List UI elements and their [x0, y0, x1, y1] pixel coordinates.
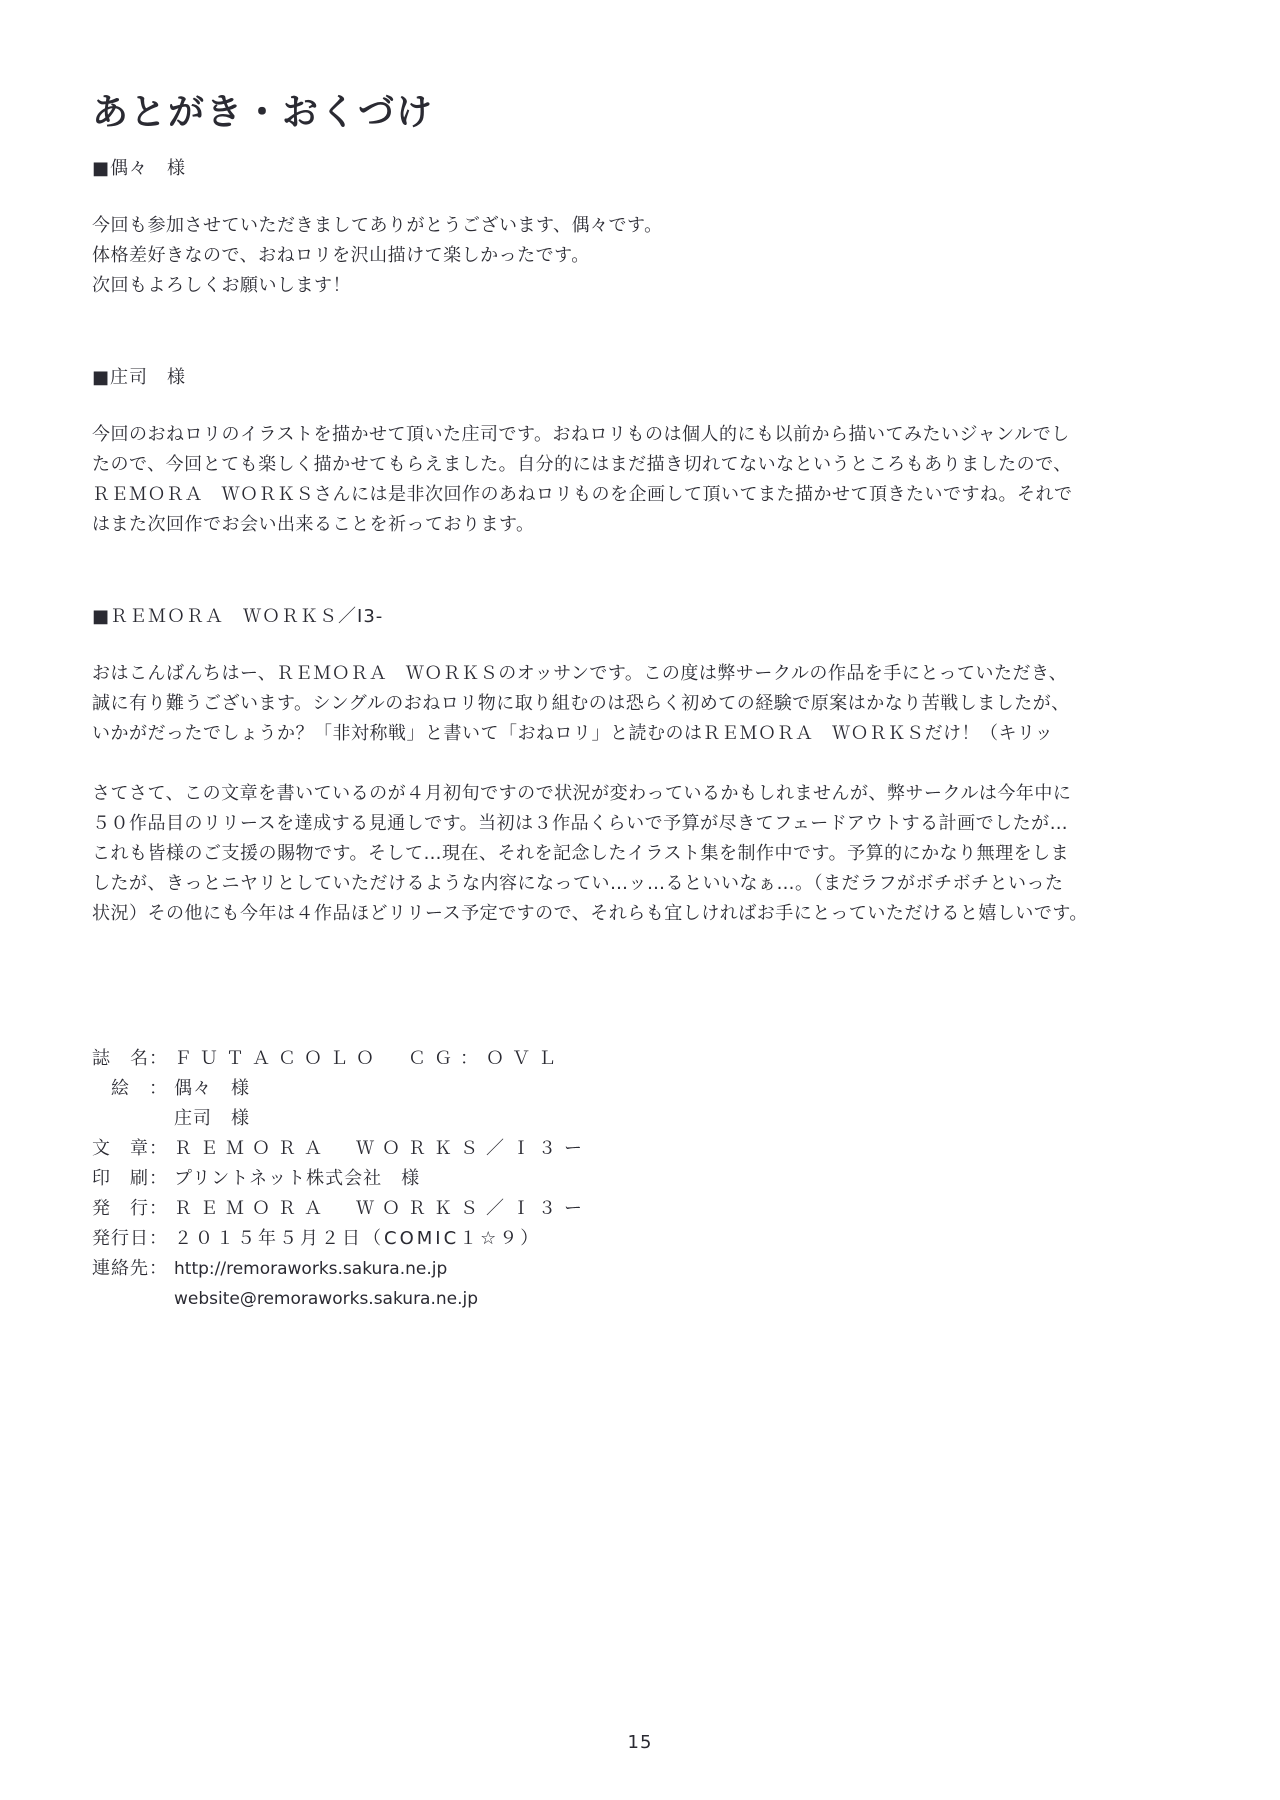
body-line: いかがだったでしょうか？「非対称戦」と書いて「おねロリ」と読むのはＲＥＭＯＲＡ ＷＯＲＫＳだけ！（キリッ [92, 723, 1054, 744]
colophon-label: 発行日： [92, 1228, 168, 1249]
page-title: あとがき・おくづけ [92, 92, 435, 133]
contact-email: website@remoraworks.sakura.ne.jp [174, 1289, 479, 1309]
colophon-value: ＲＥＭＯＲＡ ＷＯＲＫＳ／Ｉ３ー [174, 1198, 590, 1219]
colophon-label: 文 章： [92, 1138, 168, 1159]
section-body-remora-works-2 [92, 779, 1222, 929]
body-line: これも皆様のご支援の賜物です。そして…現在、それを記念したイラスト集を制作中です。予算的にかなり無理をしま [92, 843, 1070, 864]
body-line: 誠に有り難うございます。シングルのおねロリ物に取り組むのは恐らく初めての経験で原案はかなり苦戦しましたが、 [92, 693, 1070, 714]
colophon-value: ２０１５年５月２日（COMIC１☆９） [174, 1228, 542, 1249]
contact-url: http://remoraworks.sakura.ne.jp [174, 1259, 448, 1279]
colophon-label: 誌 名： [92, 1048, 168, 1069]
colophon-value: ＦＵＴＡＣＯＬＯ ＣＧ：ＯＶＬ [174, 1048, 564, 1069]
section-body-remora-works-1 [92, 659, 1222, 749]
body-line: さてさて、この文章を書いているのが４月初旬ですので状況が変わっているかもしれませんが、弊サークルは今年中に [92, 783, 1072, 804]
body-line: 体格差好きなので、おねロリを沢山描けて楽しかったです。 [92, 245, 590, 266]
section-body-shouji [92, 420, 1222, 540]
body-line: ＲＥＭＯＲＡ ＷＯＲＫＳさんには是非次回作のあねロリものを企画して頂いてまた描かせて頂きたいですね。それで [92, 484, 1073, 505]
body-line: 今回のおねロリのイラストを描かせて頂いた庄司です。おねロリものは個人的にも以前から描いてみたいジャンルでし [92, 424, 1070, 445]
body-line: はまた次回作でお会い出来ることを祈っております。 [92, 514, 535, 535]
colophon-label: 絵 ： [92, 1078, 168, 1099]
body-line: たので、今回とても楽しく描かせてもらえました。自分的にはまだ描き切れてないなというところもありましたので、 [92, 454, 1072, 475]
section-heading-shouji: ■庄司 様 [92, 367, 187, 388]
colophon-label: 発 行： [92, 1198, 168, 1219]
section-body-guuguu [92, 211, 1222, 301]
colophon-label: 印 刷： [92, 1168, 168, 1189]
section-heading-guuguu: ■偶々 様 [92, 158, 187, 179]
page-number: 15 [627, 1732, 653, 1753]
body-line: ５０作品目のリリースを達成する見通しです。当初は３作品くらいで予算が尽きてフェードアウトする計画でしたが… [92, 813, 1069, 834]
colophon-value: 偶々 様 [174, 1078, 250, 1099]
colophon-value: プリントネット株式会社 様 [174, 1168, 421, 1189]
body-line: おはこんばんちはー、ＲＥＭＯＲＡ ＷＯＲＫＳのオッサンです。この度は弊サークルの作品を手にとっていただき、 [92, 663, 1068, 684]
colophon-value: ＲＥＭＯＲＡ ＷＯＲＫＳ／Ｉ３ー [174, 1138, 590, 1159]
body-line: 次回もよろしくお願いします！ [92, 275, 351, 296]
colophon-label: 連絡先： [92, 1258, 168, 1279]
colophon-value: 庄司 様 [174, 1108, 250, 1129]
body-line: 今回も参加させていただきましてありがとうございます、偶々です。 [92, 215, 663, 236]
section-heading-remora-works: ■ＲＥＭＯＲＡ ＷＯＲＫＳ／I3- [92, 606, 384, 627]
body-line: 状況）その他にも今年は４作品ほどリリース予定ですので、それらも宜しければお手にとっていただけると嬉しいです。 [92, 903, 1088, 924]
body-line: したが、きっとニヤリとしていただけるような内容になってい…ッ…るといいなぁ…。（まだラフがボチボチといった [92, 873, 1064, 894]
